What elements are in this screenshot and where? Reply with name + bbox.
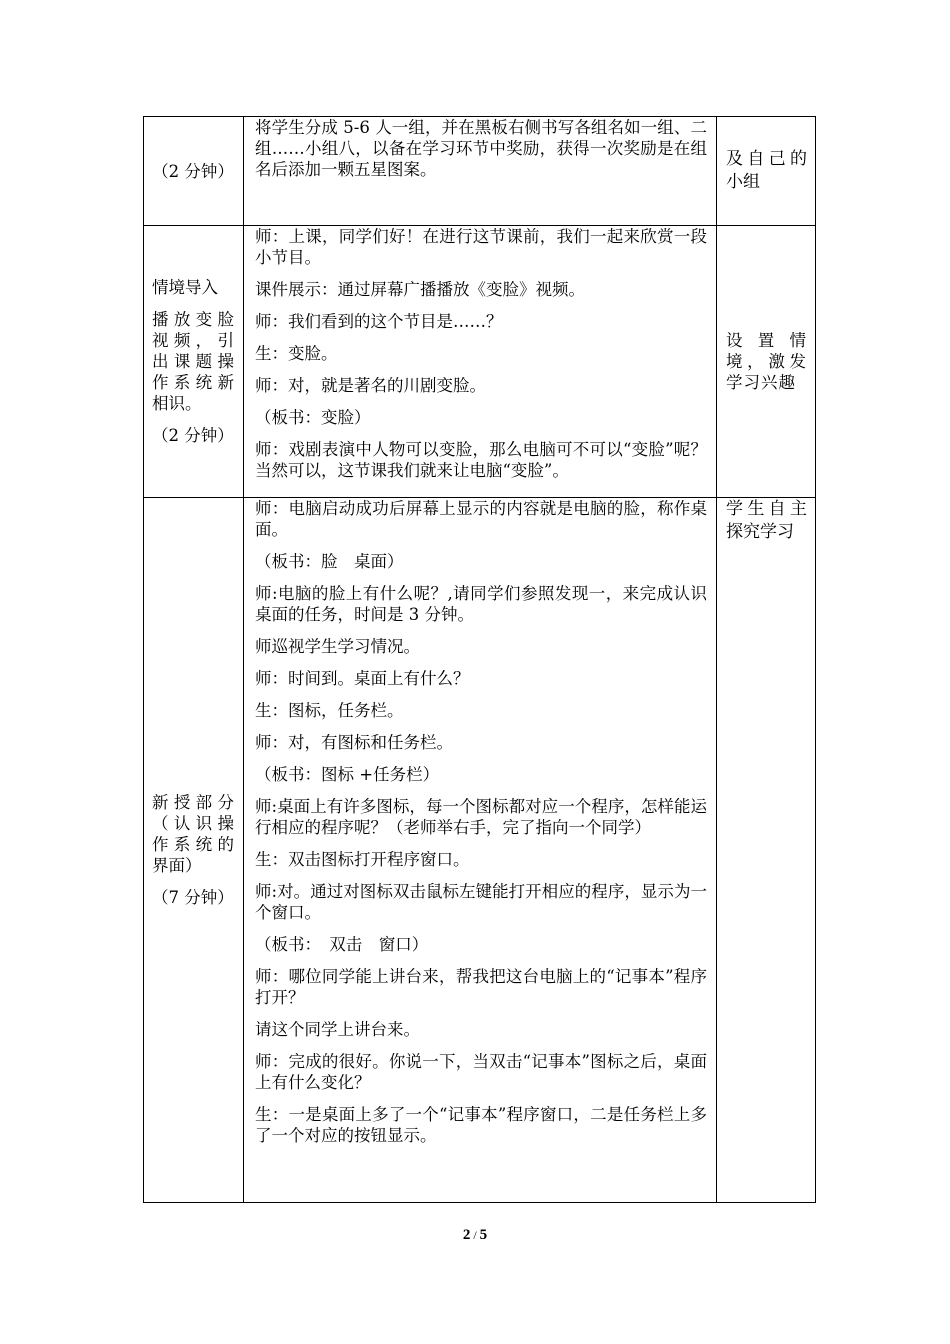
table-row xyxy=(144,498,816,1203)
process-text: （板书：变脸） xyxy=(255,408,371,427)
process-text: 师：戏剧表演中人物可以变脸，那么电脑可不可以“变脸”呢？当然可以，这节课我们就来让电脑“变脸”。 xyxy=(255,440,707,480)
process-text: 师：完成的很好。你说一下，当双击“记事本”图标之后，桌面上有什么变化？ xyxy=(255,1052,707,1092)
stage-cell xyxy=(144,117,244,226)
lesson-plan-table xyxy=(143,116,816,1203)
stage-text: （2 分钟） xyxy=(152,161,234,181)
intent-cell xyxy=(717,226,816,498)
process-text: 师巡视学生学习情况。 xyxy=(255,637,420,656)
process-text: 师：哪位同学能上讲台来，帮我把这台电脑上的“记事本”程序打开？ xyxy=(255,967,707,1007)
process-text: 师：时间到。桌面上有什么？ xyxy=(255,669,470,688)
process-text: 生：一是桌面上多了一个“记事本”程序窗口，二是任务栏上多了一个对应的按钮显示。 xyxy=(255,1105,707,1145)
page-number xyxy=(0,1227,950,1244)
process-text: （板书： 双击 窗口） xyxy=(255,935,429,954)
table-row xyxy=(144,117,816,226)
intent-cell xyxy=(717,498,816,1203)
process-text: 师:对。通过对图标双击鼠标左键能打开相应的程序，显示为一个窗口。 xyxy=(255,882,707,922)
stage-cell xyxy=(144,498,244,1203)
table-row xyxy=(144,226,816,498)
intent-text: 及自己的小组 xyxy=(726,149,807,192)
process-text: 生：变脸。 xyxy=(255,344,338,363)
process-text: 师：电脑启动成功后屏幕上显示的内容就是电脑的脸，称作桌面。 xyxy=(255,499,707,539)
page-current: 2 xyxy=(462,1227,471,1243)
stage-cell xyxy=(144,226,244,498)
intent-cell xyxy=(717,117,816,226)
process-text: 请这个同学上讲台来。 xyxy=(255,1020,420,1039)
process-cell xyxy=(244,226,717,498)
stage-text: 播放变脸视频，引出课题操作系统新相识。 xyxy=(152,310,234,413)
process-text: 生：双击图标打开程序窗口。 xyxy=(255,850,470,869)
stage-duration: （7 分钟） xyxy=(152,888,234,907)
process-cell xyxy=(244,117,717,226)
process-text: 师：上课，同学们好！在进行这节课前，我们一起来欣赏一段小节目。 xyxy=(255,227,707,267)
process-text: 生：图标，任务栏。 xyxy=(255,701,404,720)
intent-text: 学生自主探究学习 xyxy=(726,499,807,542)
page-total: 5 xyxy=(479,1227,488,1243)
stage-duration: （2 分钟） xyxy=(152,426,234,445)
process-text: 将学生分成 5-6 人一组，并在黑板右侧书写各组名如一组、二组……小组八，以备在学习环节中奖励，获得一次奖励是在组名后添加一颗五星图案。 xyxy=(255,118,707,179)
process-text: 师：对，有图标和任务栏。 xyxy=(255,733,453,752)
page-separator: / xyxy=(470,1228,480,1242)
intent-text: 设置情境，激发学习兴趣 xyxy=(726,331,807,392)
process-text: 师:桌面上有许多图标，每一个图标都对应一个程序，怎样能运行相应的程序呢？（老师举右手，完了指向一个同学） xyxy=(255,797,707,837)
process-cell xyxy=(244,498,717,1203)
process-text: 师：我们看到的这个节目是……？ xyxy=(255,312,503,331)
process-text: （板书：脸 桌面） xyxy=(255,552,404,571)
stage-title: 新授部分（认识操作系统的界面） xyxy=(152,793,234,875)
process-text: （板书：图标 +任务栏） xyxy=(255,765,440,784)
process-text: 师:电脑的脸上有什么呢？,请同学们参照发现一，来完成认识桌面的任务，时间是 3 分钟。 xyxy=(255,584,707,624)
process-text: 课件展示：通过屏幕广播播放《变脸》视频。 xyxy=(255,280,585,299)
stage-title: 情境导入 xyxy=(152,278,218,297)
process-text: 师：对，就是著名的川剧变脸。 xyxy=(255,376,486,395)
